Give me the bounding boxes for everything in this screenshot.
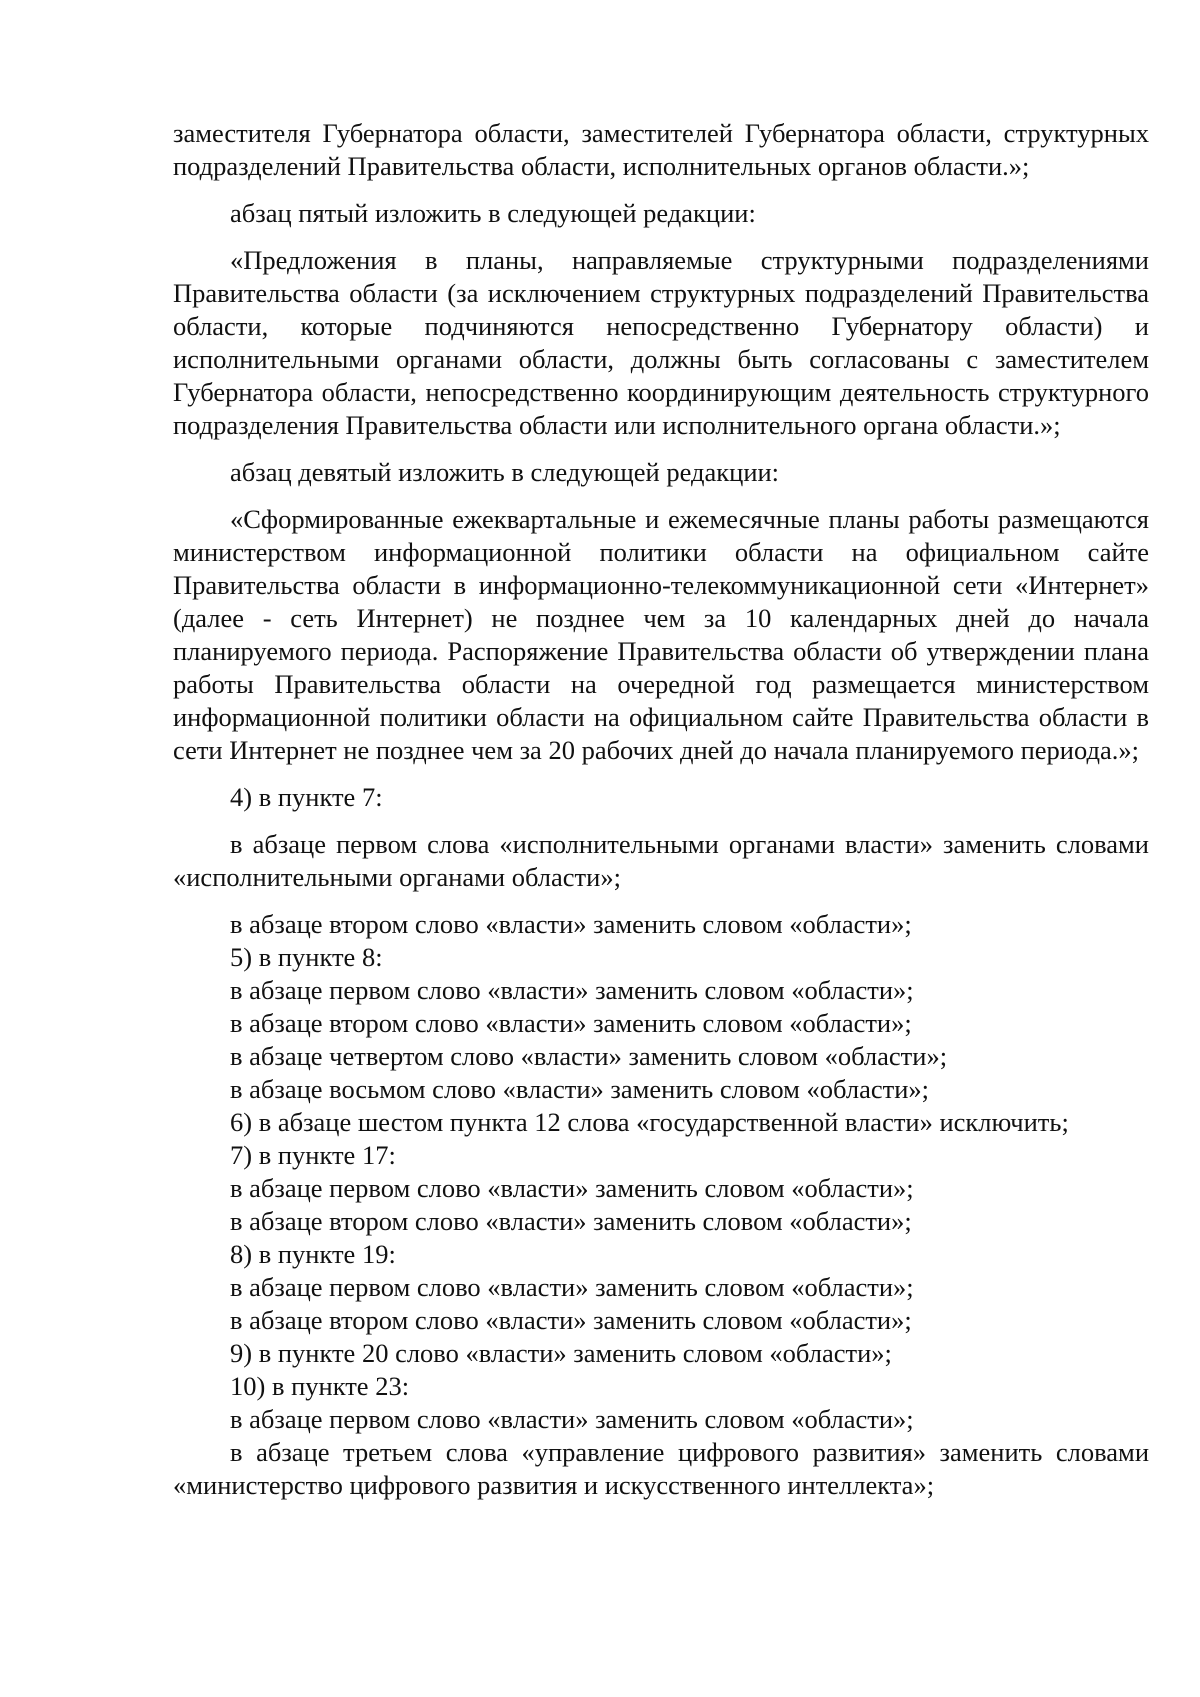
paragraph-15: 7) в пункте 17: xyxy=(230,1140,396,1170)
paragraph-1: заместителя Губернатора области, заместителей Губернатора области, структурных подразделений Правительства области, исполнительных органов области.»; xyxy=(173,118,1149,181)
paragraph-2: абзац пятый изложить в следующей редакции: xyxy=(230,198,756,228)
document-text xyxy=(173,117,1149,1502)
paragraph-16: в абзаце первом слово «власти» заменить словом «области»; xyxy=(230,1173,914,1203)
paragraph-9: 5) в пункте 8: xyxy=(230,942,383,972)
paragraph-18: 8) в пункте 19: xyxy=(230,1239,396,1269)
paragraph-4: абзац девятый изложить в следующей редакции: xyxy=(230,457,780,487)
paragraph-20: в абзаце втором слово «власти» заменить словом «области»; xyxy=(230,1305,912,1335)
paragraph-22: 10) в пункте 23: xyxy=(230,1371,410,1401)
paragraph-3: «Предложения в планы, направляемые структурными подразделениями Правительства области (за исключением структурных подразделений Правительства области, которые подчиняются непосредственно Губернатору области) и исполнительными органами области, должны быть согласованы с заместителем Губернатора области, непосредственно координирующим деятельность структурного подразделения Правительства области или исполнительного органа области.»; xyxy=(173,245,1149,440)
paragraph-11: в абзаце втором слово «власти» заменить словом «области»; xyxy=(230,1008,912,1038)
paragraph-14: 6) в абзаце шестом пункта 12 слова «государственной власти» исключить; xyxy=(230,1107,1069,1137)
paragraph-17: в абзаце втором слово «власти» заменить словом «области»; xyxy=(230,1206,912,1236)
paragraph-7: в абзаце первом слова «исполнительными органами власти» заменить словами «исполнительными органами области»; xyxy=(173,829,1149,892)
paragraph-19: в абзаце первом слово «власти» заменить словом «области»; xyxy=(230,1272,914,1302)
paragraph-23: в абзаце первом слово «власти» заменить словом «области»; xyxy=(230,1404,914,1434)
paragraph-21: 9) в пункте 20 слово «власти» заменить словом «области»; xyxy=(230,1338,892,1368)
paragraph-12: в абзаце четвертом слово «власти» заменить словом «области»; xyxy=(230,1041,948,1071)
paragraph-13: в абзаце восьмом слово «власти» заменить словом «области»; xyxy=(230,1074,929,1104)
paragraph-24: в абзаце третьем слова «управление цифрового развития» заменить словами «министерство цифрового развития и искусственного интеллекта»; xyxy=(173,1437,1149,1500)
paragraph-6: 4) в пункте 7: xyxy=(230,782,383,812)
paragraph-5: «Сформированные ежеквартальные и ежемесячные планы работы размещаются министерством информационной политики области на официальном сайте Правительства области в информационно-телекоммуникационной сети «Интернет» (далее - сеть Интернет) не позднее чем за 10 календарных дней до начала планируемого периода. Распоряжение Правительства области об утверждении плана работы Правительства области на очередной год размещается министерством информационной политики области на официальном сайте Правительства области в сети Интернет не позднее чем за 20 рабочих дней до начала планируемого периода.»; xyxy=(173,504,1149,765)
paragraph-8: в абзаце втором слово «власти» заменить словом «области»; xyxy=(230,909,912,939)
paragraph-10: в абзаце первом слово «власти» заменить словом «области»; xyxy=(230,975,914,1005)
